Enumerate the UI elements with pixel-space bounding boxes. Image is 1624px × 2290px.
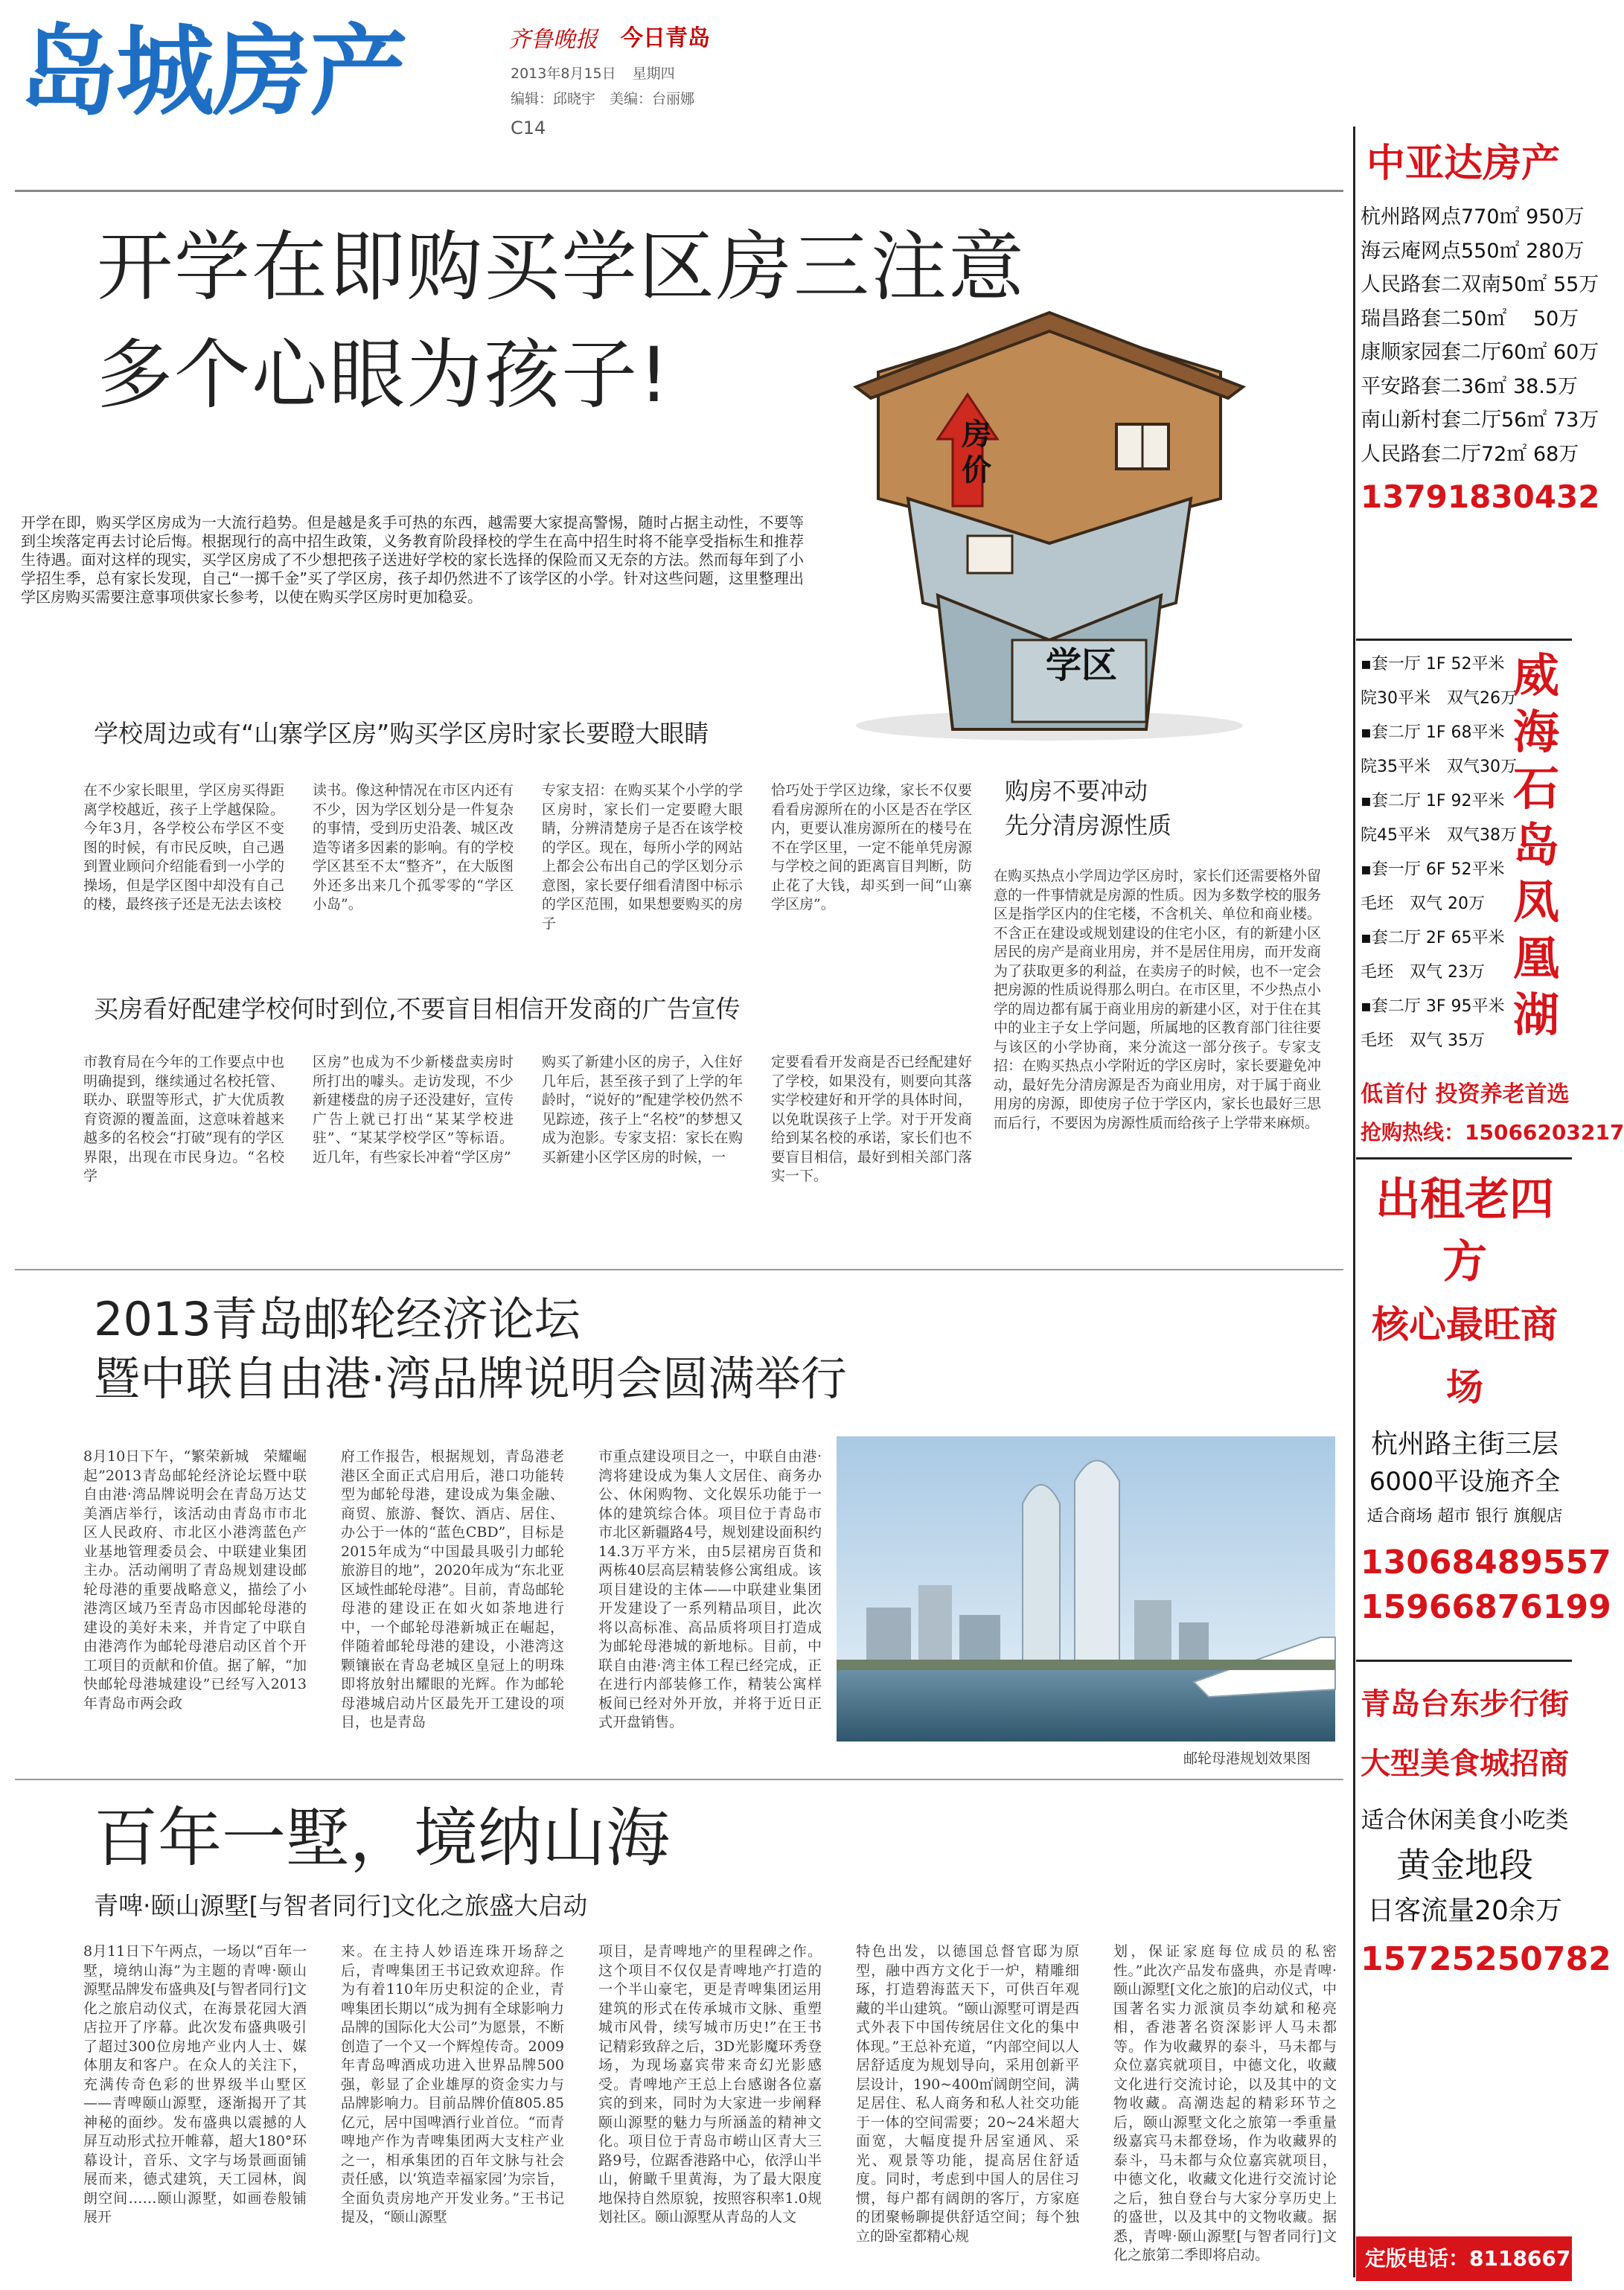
article1-sub3-text: 在购买热点小学周边学区房时，家长们还需要格外留意的一件事情就是房源的性质。因为多数学校的服务区是指学区内的住宅楼，不含机关、单位和商业楼。不含正在建设或规划建设的住宅小区，有的新建小区居民的房产是商业用房，并不是居住用房，而开发商为了获取更多的利益，在卖房子的时候，也不一定会把房源的性质说得那么明白。在市区里，不少热点小学的周边都有属于商业用房的新建小区，对于住在其中的业主子女上学问题，所属地的区教育部门往往要与该区的小学协商，来分流这一部分孩子。专家支招：在购买热点小学附近的学区房时，家长要避免冲动，最好先分清房源是否为商业用房，对于属于商业用房的房源，即使房子位于学区内，家长也最好三思而后行，不要因为房源性质而给孩子上学带来麻烦。 [994,868,1321,1131]
article3-col-3: 项目，是青啤地产的里程碑之作。这个项目不仅仅是青啤地产打造的一个半山豪宅，更是青啤集团运用建筑的形式在传承城市文脉、重塑城市风骨，续写城市历史!”在王书记精彩致辞之后，3D光影魔环秀登场，为现场嘉宾带来奇幻光影感受。青啤地产王总上台感谢各位嘉宾的到来，同时为大家进一步阐释颐山源墅的魅力与所涵盖的精神文化。项目位于青岛市崂山区青大三路9号，位踞香港路中心，依浮山半山，俯瞰千里黄海，为了最大限度地保持自然原貌，按照容积率1.0规划社区。颐山源墅从青岛的人文 [598,1943,822,2225]
ad3-line3: 杭州路主街三层 [1370,1429,1559,1459]
article1-subhead-3: 购房不要冲动 先分清房源性质 [1005,777,1172,839]
ad1-listing-5: 康顺家园套二厅60㎡ 60万 [1361,341,1599,364]
paper-logo: 齐鲁晚报 [508,27,598,53]
ad1-listing-6: 平安路套二36㎡ 38.5万 [1361,374,1579,398]
date-text: 2013年8月15日 [511,65,616,82]
rendering-caption: 邮轮母港规划效果图 [1183,1750,1311,1767]
ad2-slogan: 低首付 投资养老首选 [1361,1081,1570,1107]
article3-subheadline: 青啤·颐山源墅[与智者同行]文化之旅盛大启动 [94,1891,588,1920]
ad2-project-name: 威海石岛凤凰湖 [1512,648,1559,1042]
ad4-phone: 15725250782 [1361,1940,1611,1978]
ad1-title: 中亚达房产 [1366,141,1560,186]
article1-headline-1: 开学在即购买学区房三注意 [97,223,1026,312]
ad3-line2: 核心最旺商场 [1372,1303,1558,1409]
ad4-line3: 适合休闲美食小吃类 [1361,1807,1569,1834]
article3-col-2: 来。在主持人妙语连珠开场辞之后，青啤集团王书记致欢迎辞。作为有着110年历史积淀的企业，青啤集团长期以“成为拥有全球影响力品牌的国际化大公司”为愿景，不断创造了一个又一个辉煌传奇。2009年青岛啤酒成功进入世界品牌500强，彰显了企业雄厚的资金实力与品牌影响力。目前品牌价值805.85亿元，居中国啤酒行业首位。“而青啤地产作为青啤集团两大支柱产业之一，相承集团的百年文脉与社会责任感，以‘筑造幸福家园’为宗旨，全面负责房地产开发业务。”王书记提及，“颐山源墅 [341,1943,564,2225]
ad1-listing-2: 海云庵网点550㎡ 280万 [1361,239,1585,263]
fixed-price-text: 定版电话：81186679 [1365,2246,1585,2271]
ad-column-divider [1353,127,1355,2277]
ad3-phone1: 13068489557 [1361,1544,1611,1581]
article1-sub2-col-4: 定要看看开发商是否已经配建好了学校，如果没有，则要向其落实学校建好和开学的具体时间，以免耽误孩子上学。对于开发商给到某名校的承诺，家长们也不要盲目相信，最好到相关部门落实一下。 [771,1054,972,1184]
ad2-listing-1: ▪套一厅 1F 52平米 [1361,655,1505,674]
article2-col-1: 8月10日下午，“繁荣新城 荣耀崛起”2013青岛邮轮经济论坛暨中联自由港·湾品牌说明会在青岛万达艾美酒店举行，该活动由青岛市市北区人民政府、市北区小港湾蓝色产业基地管理委员会、中联建业集团主办。活动阐明了青岛规划建设邮轮母港的重要战略意义，描绘了小港湾区域乃至青岛市因邮轮母港的建设的美好未来，并肯定了中联自由港湾作为邮轮母港启动区首个开工项目的贡献和价值。据了解，“加快邮轮母港城建设”已经写入2013年青岛市两会政 [83,1448,307,1712]
ad4-line1: 青岛台东步行街 [1361,1687,1569,1721]
ad2-listing-7: ▪套一厅 6F 52平米 [1361,860,1505,879]
ad2-listing-6: 院45平米 双气38万 [1361,826,1517,845]
ad1-listing-1: 杭州路网点770㎡ 950万 [1361,205,1585,228]
article1-sub1-col-2: 读书。像这种情况在市区内还有不少，因为学区划分是一件复杂的事情，受到历史沿袭、城区改造等诸多因素的影响。有的学校学区甚至不太“整齐”，在大版图外还多出来几个孤零零的“学区小岛”。 [313,782,514,912]
ad1-phone: 13791830432 [1361,479,1600,515]
article1-lead: 开学在即，购买学区房成为一大流行趋势。但是越是炙手可热的东西，越需要大家提高警惕，随时占据主动性，不要等到尘埃落定再去讨论后悔。根据现行的高中招生政策，义务教育阶段择校的学生在高中招生时将不能享受指标生和推荐生待遇。面对这样的现实，买学区房成了不少想把孩子送进好学校的家长选择的保险而又无奈的方法。然而每年到了小学招生季，总有家长发现，自己“一掷千金”买了学区房，孩子却仍然进不了该学区的小学。针对这些问题，这里整理出学区房购买需要注意事项供家长参考，以使在购买学区房时更加稳妥。 [21,514,804,606]
editor-credits: 编辑：邱晓宇 美编：台丽娜 [511,91,695,107]
ad-zhongyada [1361,138,1600,517]
article3-col-1: 8月11日下午两点，一场以“百年一墅，境纳山海”为主题的青啤·颐山源墅品牌发布盛典及[与智者同行]文化之旅启动仪式，在海景花园大酒店拉开了序幕。此次发布盛典吸引了超过300位房地产业内人士、媒体朋友和客户。在众人的关注下，充满传奇色彩的世界级半山墅区——青啤颐山源墅，逐渐揭开了其神秘的面纱。发布盛典以震撼的人屏互动形式拉开帷幕，超大180°环幕设计，音乐、文字与场景画面铺展而来，德式建筑，天工园林，阆朗空间……颐山源墅，如画卷般铺展开 [83,1943,307,2225]
ad3-phone2: 15966876199 [1361,1588,1611,1626]
ad3-line5: 适合商场 超市 银行 旗舰店 [1366,1507,1563,1526]
article3-col-4: 特色出发，以德国总督官邸为原型，融中西方文化于一炉，精雕细琢，打造碧海蓝天下，可供百年观藏的半山建筑。“颐山源墅可谓是西式外表下中国传统居住文化的集中体现。”王总补充道，“内部空间以人居舒适度为规划导向，采用创新平层设计，190~400㎡阔朗空间，满足居住、私人商务和私人社交功能于一体的空间需要；20~24米超大面宽，大幅度提升居室通风、采光、观景等功能，提高居住舒适度。同时，考虑到中国人的居住习惯，每户都有阔朗的客厅，方家庭的团聚畅聊提供舒适空间；每个独立的卧室都精心规 [856,1943,1079,2245]
ad4-line2: 大型美食城招商 [1361,1747,1569,1781]
ad2-listing-5: ▪套二厅 1F 92平米 [1361,792,1505,810]
ad3-line4: 6000平设施齐全 [1369,1467,1561,1497]
ad-weihai [1361,647,1624,1154]
article2-bottom-rule [15,1779,1343,1780]
section-title: 岛城房产 [19,15,406,129]
article1-bottom-rule [15,1269,1343,1270]
masthead-rule [15,190,1343,192]
article2-headline-2: 暨中联自由港·湾品牌说明会圆满举行 [94,1352,847,1406]
page-number: C14 [511,118,546,138]
article1-sub2-col-2: 区房”也成为不少新楼盘卖房时所打出的噱头。走访发现，不少新建楼盘的房子还没建好，宣传广告上就已打出“某某学校进驻”、“某某学校学区”等标语。近几年，有些家长冲着“学区房” [313,1054,514,1165]
ad1-listing-8: 人民路套二厅72㎡ 68万 [1361,442,1579,466]
article2-col-2: 府工作报告，根据规划，青岛港老港区全面正式启用后，港口功能转型为邮轮母港，建设成为集金融、商贸、旅游、餐饮、酒店、居住、办公于一体的“蓝色CBD”，目标是2015年成为“中国最具吸引力邮轮旅游目的地”，2020年成为“东北亚区域性邮轮母港”。目前，青岛邮轮母港的建设正在如火如荼地进行中，一个邮轮母港新城正在崛起，伴随着邮轮母港的建设，小港湾这颗镶嵌在青岛老城区皇冠上的明珠即将放射出耀眼的光辉。作为邮轮母港城启动片区最先开工建设的项目，也是青岛 [341,1448,564,1730]
ad2-listing-8: 毛坯 双气 20万 [1361,895,1485,913]
ad2-listing-10: 毛坯 双气 23万 [1361,963,1485,982]
ad2-listing-3: ▪套二厅 1F 68平米 [1361,723,1505,742]
article1-sub1-col-3: 专家支招：在购买某个小学的学区房时，家长们一定要瞪大眼睛，分辨清楚房子是否在该学校的学区。现在，每所小学的网站上都会公布出自己的学区划分示意图，家长要仔细看清图中标示的学区范围，如果想要购买的房子 [542,782,743,932]
article3-col-5: 划，保证家庭每位成员的私密性。”此次产品发布盛典，亦是青啤·颐山源墅[文化之旅]的启动仪式，中国著名实力派演员李幼斌和秘亮相，香港著名资深影评人马未都等。作为收藏界的泰斗，马未都与众位嘉宾就项目，中德文化，收藏文化进行交流讨论，以及其中的文物收藏。高潮迭起的精彩环节之后，颐山源墅文化之旅第一季重量级嘉宾马未都登场，作为收藏界的泰斗，马未都与众位嘉宾就项目，中德文化，收藏文化进行交流讨论之后，独自登台与大家分享历史上的盛世，以及其中的文物收藏。据悉，青啤·颐山源墅[与智者同行]文化之旅第二季即将启动。 [1113,1943,1337,2263]
ad1-listings [1361,200,1599,471]
ad3-rule [1356,1660,1572,1662]
article1-subhead-2: 买房看好配建学校何时到位,不要盲目相信开发商的广告宣传 [94,994,741,1023]
school-district-sign: 学区 [1046,645,1118,686]
article1-sub1-col-4: 恰巧处于学区边缘，家长不仅要看看房源所在的小区是否在学区内，更要认准房源所在的楼号在不在学区里，一定不能单凭房源与学校之间的距离盲目判断，防止花了大钱，却买到一间“山寨学区房”。 [771,782,972,912]
ad2-listing-12: 毛坯 双气 35万 [1361,1032,1485,1050]
ad1-rule [1356,639,1572,641]
ad-rental-sifang [1361,1168,1611,1630]
article3-headline: 百年一墅，境纳山海 [94,1801,670,1875]
article1-subhead-1: 学校周边或有“山寨学区房”购买学区房时家长要瞪大眼睛 [94,719,709,748]
ad4-line4: 黄金地段 [1396,1845,1533,1885]
ad1-listing-7: 南山新村套二厅56㎡ 73万 [1361,409,1599,432]
ad-taidong-food [1361,1675,1611,1986]
issue-date [511,63,675,83]
ad2-listing-2: 院30平米 双气26万 [1361,689,1517,708]
article1-sub2-col-1: 市教育局在今年的工作要点中也明确提到，继续通过名校托管、联办、联盟等形式，扩大优质教育资源的覆盖面，这意味着越来越多的名校会“打破”现有的学区界限，出现在市民身边。“名校学 [83,1054,284,1184]
ad3-line1: 出租老四方 [1375,1174,1554,1288]
price-arrow-label: 房价 [962,418,991,487]
fixed-price-bar [1356,2236,1585,2281]
article1-sub1-col-1: 在不少家长眼里，学区房买得距离学校越近，孩子上学越保险。今年3月，各学校公布学区不变图的时候，有市民反映，自己遇到置业顾问介绍能看到一小学的操场，但是学区图中却没有自己的楼，最终孩子还是无法去该校 [83,782,284,912]
ad4-line5: 日客流量20余万 [1367,1896,1562,1926]
ad2-listing-11: ▪套二厅 3F 95平米 [1361,997,1505,1016]
article2-col-3: 市重点建设项目之一，中联自由港·湾将建设成为集人文居住、商务办公、休闲购物、文化娱乐功能于一体的建筑综合体。项目位于青岛市市北区新疆路4号，规划建设面积约14.3万平方米，由5层裙房百货和两栋40层高层精装修公寓组成。该项目建设的主体——中联建业集团开发建设了一系列精品项目，此次将以高标准、高品质将项目打造成为邮轮母港城的新地标。目前，中联自由港·湾主体工程已经完成，正在进行内部装修工作，精装公寓样板间已经对外开放，并将于近日正式开盘销售。 [598,1448,822,1730]
weekday-text: 星期四 [632,65,675,82]
ad1-listing-4: 瑞昌路套二50㎡ 50万 [1361,307,1579,330]
cruise-port-rendering [837,1436,1335,1742]
edition-label: 今日青岛 [621,25,710,51]
ad2-rule [1356,1157,1572,1160]
ad1-listing-3: 人民路套二双南50㎡ 55万 [1361,273,1599,296]
article1-sub2-col-3: 购买了新建小区的房子，入住好几年后，甚至孩子到了上学的年龄时，“说好的”配建学校仍然不见踪迹，孩子上“名校”的梦想又成为泡影。专家支招：家长在购买新建小区学区房的时候，一 [542,1054,743,1165]
article1-headline-2: 多个心眼为孩子! [97,331,671,420]
ad2-listing-4: 院35平米 双气30万 [1361,758,1517,776]
ad2-hotline: 抢购热线：15066203217 [1361,1120,1624,1145]
article2-headline-1: 2013青岛邮轮经济论坛 [94,1292,581,1346]
ad2-listing-9: ▪套二厅 2F 65平米 [1361,929,1505,947]
ad2-listings [1361,647,1517,1058]
